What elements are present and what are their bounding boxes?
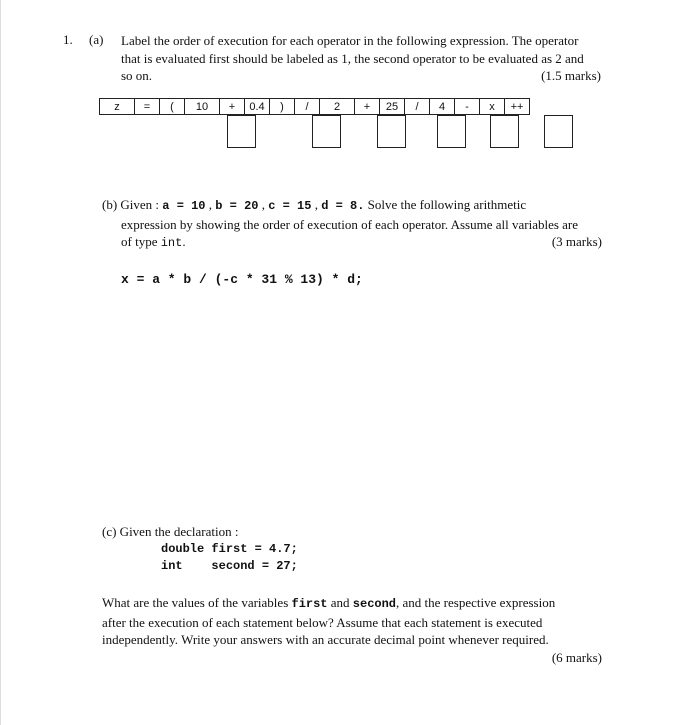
answer-box[interactable] (227, 115, 256, 148)
part-c-text (102, 594, 602, 666)
part-c-line-1-a: What are the values of the variables (102, 595, 292, 610)
part-a-line-3-row (121, 67, 601, 85)
part-c-line-3: independently. Write your answers with an accurate decimal point whenever required. (102, 632, 549, 647)
declaration-1 (161, 542, 298, 556)
expr-token: 2 (320, 99, 355, 115)
part-b-line-3-post: . (182, 234, 186, 249)
part-c-marks: (6 marks) (551, 649, 602, 665)
answer-box[interactable] (490, 115, 519, 148)
part-a-label: (a) (89, 32, 104, 47)
part-b-text (102, 196, 602, 253)
expr-token: 4 (430, 99, 455, 115)
expr-token: = (135, 99, 160, 115)
part-b-line-1 (102, 196, 602, 216)
given-a: a = 10 (162, 199, 206, 213)
expr-token: 0.4 (245, 99, 270, 115)
expr-token: ++ (505, 99, 530, 115)
part-b-line-3 (121, 233, 186, 253)
decl-1-type: double (161, 542, 205, 556)
part-c-line-2: after the execution of each statement below? Assume that each statement is executed (102, 614, 543, 630)
declaration-2 (161, 559, 298, 573)
var-second: second (352, 597, 397, 611)
expr-token: + (355, 99, 380, 115)
given-b: b = 20 (215, 199, 259, 213)
expr-token: ( (160, 99, 185, 115)
separator-comma: , (258, 197, 269, 212)
page-left-border (0, 0, 1, 725)
part-b-label: (b) Given : (102, 197, 163, 212)
part-b-marks: (3 marks) (551, 234, 602, 249)
part-b-line-3-row (102, 233, 602, 253)
answer-box[interactable] (437, 115, 466, 148)
part-b-line-3-pre: of type (121, 234, 161, 249)
decl-2-type: int (161, 559, 183, 573)
answer-box[interactable] (312, 115, 341, 148)
question-number: 1. (63, 32, 73, 47)
part-b-code: x = a * b / (-c * 31 % 13) * d; (121, 272, 363, 287)
decl-1-rest: first = 4.7; (211, 542, 298, 556)
expr-token: ) (270, 99, 295, 115)
given-d: d = 8. (321, 199, 365, 213)
expr-token: / (405, 99, 430, 115)
expression-table (99, 98, 530, 115)
part-a-text (121, 32, 601, 85)
part-a-line-2: that is evaluated first should be labeled as 1, the second operator to be evaluated as 2 and (121, 50, 584, 66)
decl-2-rest: second = 27; (211, 559, 298, 573)
separator-comma: , (311, 197, 322, 212)
expr-token: z (100, 99, 135, 115)
separator-comma: , (205, 197, 216, 212)
answer-box[interactable] (544, 115, 573, 148)
given-c: c = 15 (268, 199, 312, 213)
part-c-line-1-b: and (327, 595, 353, 610)
part-a-line-1: Label the order of execution for each operator in the following expression. The operator (121, 33, 579, 48)
part-c-label: (c) Given the declaration : (102, 524, 239, 539)
answer-box[interactable] (377, 115, 406, 148)
expr-token: 25 (380, 99, 405, 115)
expr-token: + (220, 99, 245, 115)
expr-token: x (480, 99, 505, 115)
type-int: int (160, 236, 183, 250)
part-b-line-2: expression by showing the order of execution of each operator. Assume all variables are (121, 216, 579, 232)
part-b-line-1-tail: Solve the following arithmetic (364, 197, 527, 212)
expr-token: - (455, 99, 480, 115)
part-a-marks: (1.5 marks) (541, 68, 601, 83)
part-c-line-1 (102, 594, 602, 614)
expr-token: / (295, 99, 320, 115)
part-c-line-1-c: , and the respective expression (396, 595, 556, 610)
var-first: first (291, 597, 328, 611)
expr-token: 10 (185, 99, 220, 115)
part-a-line-3: so on. (121, 68, 153, 83)
